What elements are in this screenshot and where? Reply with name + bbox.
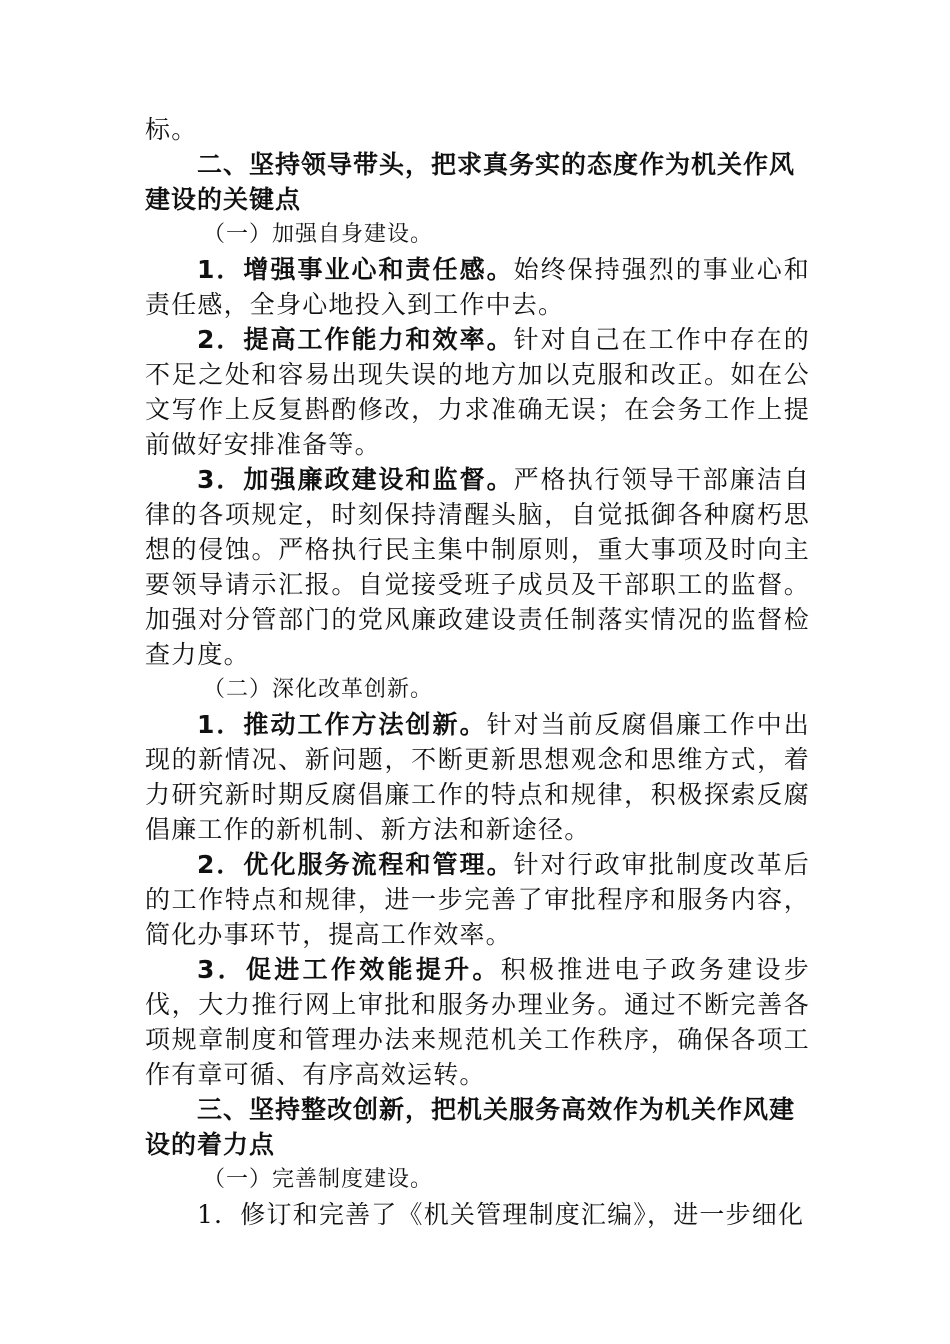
section-heading-2: 二、坚持领导带头，把求真务实的态度作为机关作风建设的关键点 bbox=[145, 150, 796, 214]
paragraph-item bbox=[145, 952, 810, 1092]
subsection-heading-2-1: （一）加强自身建设。 bbox=[203, 222, 434, 247]
paragraph-item bbox=[145, 252, 810, 322]
item-lead: 3．加强廉政建设和监督。 bbox=[197, 465, 514, 494]
item-lead: 1．增强事业心和责任感。 bbox=[197, 255, 514, 284]
paragraph-item bbox=[145, 322, 810, 462]
paragraph-continuation: 标。 bbox=[145, 115, 198, 144]
paragraph-item bbox=[145, 462, 810, 672]
item-lead: 2．提高工作能力和效率。 bbox=[197, 325, 514, 354]
item-body: 积极推进电子政务建设步伐，大力推行网上审批和服务办理业务。通过不断完善各项规章制度和管理办法来规范机关工作秩序，确保各项工作有章可循、有序高效运转。 bbox=[145, 955, 810, 1089]
item-lead: 2．优化服务流程和管理。 bbox=[197, 850, 514, 879]
paragraph-item bbox=[145, 847, 810, 952]
item-body: 针对行政审批制度改革后的工作特点和规律，进一步完善了审批程序和服务内容，简化办事环节，提高工作效率。 bbox=[145, 850, 811, 949]
item-lead: 3．促进工作效能提升。 bbox=[197, 955, 501, 984]
item-body: 严格执行领导干部廉洁自律的各项规定，时刻保持清醒头脑，自觉抵御各种腐朽思想的侵蚀。严格执行民主集中制原则，重大事项及时向主要领导请示汇报。自觉接受班子成员及干部职工的监督。加强对分管部门的党风廉政建设责任制落实情况的监督检查力度。 bbox=[145, 465, 811, 669]
item-body: 针对当前反腐倡廉工作中出现的新情况、新问题，不断更新思想观念和思维方式，着力研究新时期反腐倡廉工作的特点和规律，积极探索反腐倡廉工作的新机制、新方法和新途径。 bbox=[145, 710, 810, 844]
subsection-heading-3-1: （一）完善制度建设。 bbox=[203, 1167, 434, 1192]
item-lead: 1．推动工作方法创新。 bbox=[197, 710, 487, 739]
section-heading-3: 三、坚持整改创新，把机关服务高效作为机关作风建设的着力点 bbox=[145, 1095, 796, 1159]
item-body: 针对自己在工作中存在的不足之处和容易出现失误的地方加以克服和改正。如在公文写作上反复斟酌修改，力求准确无误；在会务工作上提前做好安排准备等。 bbox=[145, 325, 811, 459]
paragraph-item: 1．修订和完善了《机关管理制度汇编》，进一步细化 bbox=[197, 1200, 805, 1229]
paragraph-item bbox=[145, 707, 810, 847]
subsection-heading-2-2: （二）深化改革创新。 bbox=[203, 677, 434, 702]
item-body: 始终保持强烈的事业心和责任感，全身心地投入到工作中去。 bbox=[145, 255, 811, 319]
document-body bbox=[145, 112, 810, 1232]
